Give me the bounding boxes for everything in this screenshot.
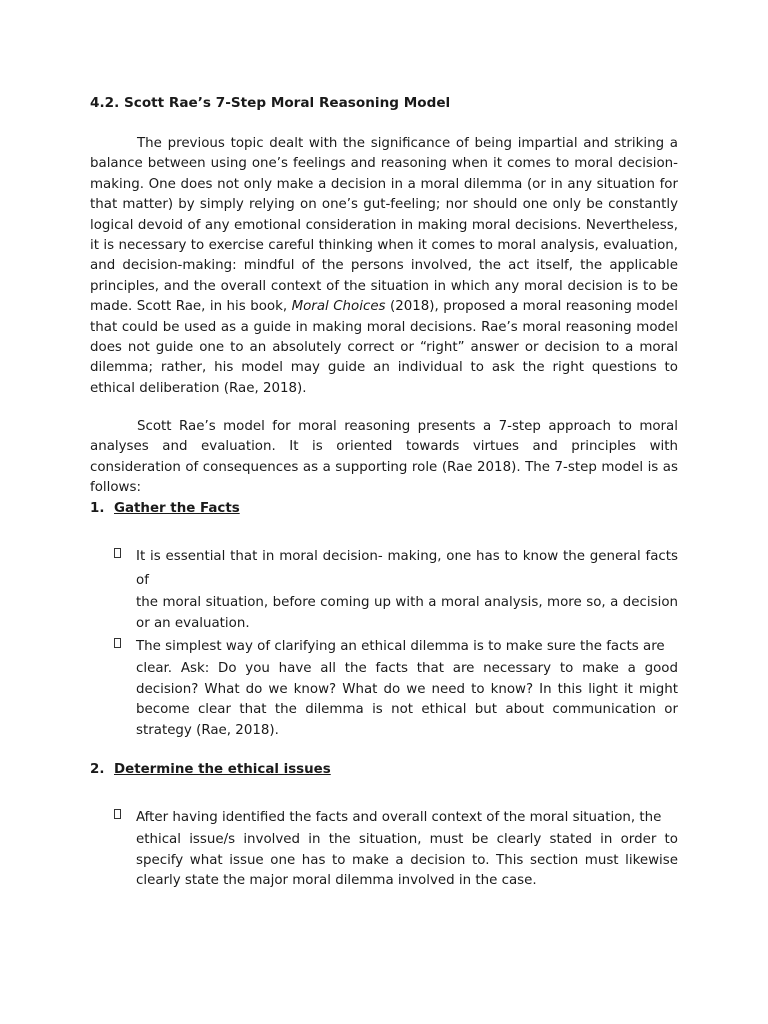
section-title-ethical-issues: [90, 762, 331, 777]
model-paragraph: Scott Rae’s model for moral reasoning presents a 7-step approach to moral analyses and evaluation. It is oriented towards virtues and principles with consideration of consequences as a supporting role (Rae 2018). The 7-step model is as follows:: [90, 419, 678, 496]
bullet-text: [136, 806, 678, 892]
book-title: Moral Choices: [291, 299, 386, 315]
bullet-first-line: It is essential that in moral decision- making, one has to know the general facts of: [136, 549, 678, 588]
intro-text-before: The previous topic dealt with the significance of being impartial and striking a balance between using one’s feelings and reasoning when it comes to moral decision-making. One does not only make a decision in a moral dilemma (or in any situation for that matter) by simply relying on one’s gut-feeling; nor should one only be constantly logical devoid of any emotional consideration in making moral decisions. Nevertheless, it is necessary to exercise careful thinking when it comes to moral analysis, evaluation, and decision-making: mindful of the persons involved, the act itself, the applicable principles, and the overall context of the situation in which any moral decision is to be made. Scott Rae, in his book,: [90, 136, 678, 315]
bullet-rest: ethical issue/s involved in the situation, must be clearly stated in order to specify what issue one has to make a decision to. This section must likewise clearly state the major moral dilemma involved in the case.: [136, 832, 678, 888]
bullet-icon: [114, 638, 121, 648]
section-number: 2.: [90, 762, 105, 777]
bullet-text: [136, 635, 678, 741]
section-title-text: Determine the ethical issues: [114, 762, 331, 777]
bullet-icon: [114, 548, 121, 558]
bullet-item: [114, 545, 678, 634]
bullet-text: [136, 545, 678, 634]
bullet-first-line: After having identified the facts and overall context of the moral situation, the: [136, 810, 662, 825]
section-title-text: Gather the Facts: [114, 501, 240, 516]
intro-paragraph: [90, 134, 678, 399]
bullet-rest: the moral situation, before coming up with a moral analysis, more so, a decision or an evaluation.: [136, 595, 678, 631]
bullet-first-line: The simplest way of clarifying an ethical dilemma is to make sure the facts are: [136, 639, 665, 654]
section-title-gather-facts: [90, 501, 240, 516]
bullet-item: [114, 635, 678, 741]
section-heading: 4.2. Scott Rae’s 7-Step Moral Reasoning Model: [90, 95, 451, 111]
bullet-item: [114, 806, 678, 892]
bullet-rest: clear. Ask: Do you have all the facts that are necessary to make a good decision? What do we know? What do we need to know? In this light it might become clear that the dilemma is not ethical but about communication or strategy (Rae, 2018).: [136, 661, 678, 738]
intro-text-after: (2018), proposed a moral reasoning model that could be used as a guide in making moral decisions. Rae’s moral reasoning model does not guide one to an absolutely correct or “right” answer or decision to a moral dilemma; rather, his model may guide an individual to ask the right questions to ethical deliberation (Rae, 2018).: [90, 299, 678, 396]
bullet-icon: [114, 809, 121, 819]
section-number: 1.: [90, 501, 105, 516]
